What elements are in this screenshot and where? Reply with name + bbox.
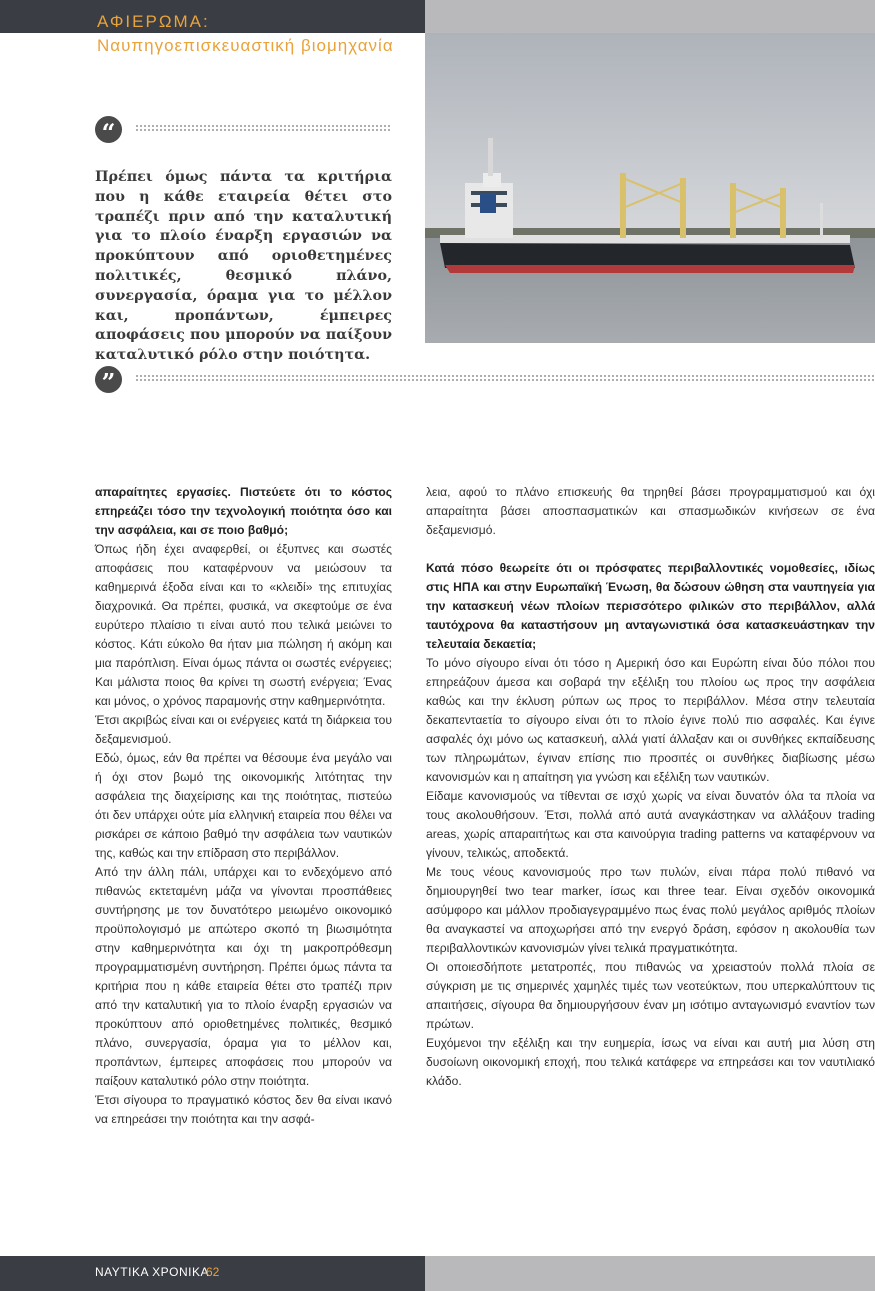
- quote-open-icon: “: [95, 116, 122, 143]
- paragraph: Με τους νέους κανονισμούς προ των πυλών, είναι πάρα πολύ πιθανό να δημιουργηθεί two tear marker, ίσως και three tear. Είναι σχεδόν οικονομικά ασύμφορο και μάλλον προδιαγεγραμμένο πως ένας πολύ μεγάλος αριθμός πλοίων θα αναγκαστεί να αποχωρήσει από την ενεργό δράση, εφόσον η ακολουθία των περιβαλλοντικών κανονισμών γίνει τελικά πραγματικότητα.: [426, 865, 875, 955]
- dotted-divider-top: [135, 124, 391, 132]
- paragraph: Οι οποιεσδήποτε μετατροπές, που πιθανώς να χρειαστούν πολλά πλοία σε σύγκριση με τις σημερινές χαμηλές τιμές των νεοτεύκτων, που υπερκαλύπτουν τις απαιτήσεις, σίγουρα θα δημιουργήσουν έναν μη ισότιμο ανταγωνισμό εναντίον των πρώτων.: [426, 960, 875, 1031]
- header-gray-band: [425, 0, 875, 33]
- footer-gray-band: [425, 1256, 875, 1291]
- article-column-right: [426, 483, 875, 1091]
- paragraph: Έτσι σίγουρα το πραγματικό κόστος δεν θα είναι ικανό να επηρεάσει την ποιότητα και την ασφά-: [95, 1093, 392, 1126]
- pull-quote: Πρέπει όμως πάντα τα κριτήρια που η κάθε εταιρεία θέτει στο τραπέζι πριν από την καταλυτική για το πλοίο έναρξη εργασιών να προκύπτουν από οριοθετημένες πολιτικές, θεσμικό πλάνο, συνεργασία, όραμα για το μέλλον και, προπάντων, έμπειρες αποφάσεις που μπορούν να παίξουν καταλυτικό ρόλο στην ποιότητα.: [95, 169, 392, 364]
- paragraph: Ευχόμενοι την εξέλιξη και την ευημερία, ίσως να είναι και αυτή μια λύση στη δυσοίωνη οικονομική εποχή, που τελικά κατάφερε να επηρεάσει και τον ναυτιλιακό κλάδο.: [426, 1036, 875, 1088]
- paragraph: Το μόνο σίγουρο είναι ότι τόσο η Αμερική όσο και Ευρώπη είναι δύο πόλοι που επηρεάζουν άμεσα και σοβαρά την εξέλιξη του πλοίου ως προς την ασφάλεια καθώς και την έκλυση ρύπων ως προς το περιβάλλον. Μέσα στην τελευταία δεκαπενταετία το σίγουρο είναι ότι το πλοίο έγινε πολύ πιο ασφαλές. Και έγινε ασφαλές όχι μόνο ως κατασκευή, αλλά γιατί άλλαξαν και οι συνθήκες εκπαίδευσης των πληρωμάτων, έγιναν επίσης πιο προσιτές οι συνθήκες διαβίωσης μέσω κανονισμών και η απαίτηση για γνώση και εξέλιξη των ναυτικών.: [426, 656, 875, 784]
- header-bar: [0, 0, 425, 33]
- paragraph-gap: [426, 540, 875, 559]
- page-number: 62: [206, 1265, 220, 1279]
- interview-question: Κατά πόσο θεωρείτε ότι οι πρόσφατες περιβαλλοντικές νομοθεσίες, ιδίως στις ΗΠΑ και στην Ευρωπαϊκή Ένωση, θα δώσουν ώθηση στα ναυπηγεία για την κατασκευή νέων πλοίων περισσότερο φιλικών στο περιβάλλον, αλλά ταυτόχρονα θα καταστήσουν μη ανταγωνιστικά όσα κατασκευάστηκαν την τελευταία δεκαετία;: [426, 561, 875, 651]
- paragraph: Εδώ, όμως, εάν θα πρέπει να θέσουμε ένα μεγάλο ναι ή όχι στον βωμό της οικονομικής λιτότητας την ασφάλεια της διαχείρισης και της ποιότητας, πιστεύω ότι δεν υπάρχει ούτε μία ελληνική εταιρεία που θέλει να ρισκάρει σε κάποιο βαθμό την ασφάλεια των ναυτικών της, καθώς και την επίδραση στο περιβάλλον.: [95, 751, 392, 860]
- section-title: ΑΦΙΕΡΩΜΑ:: [97, 12, 210, 31]
- footer-magazine-name: ΝΑΥΤΙΚΑ ΧΡΟΝΙΚΑ: [95, 1265, 209, 1279]
- paragraph: Από την άλλη πάλι, υπάρχει και το ενδεχόμενο από πιθανώς εκτεταμένη μάζα να γίνονται προσπάθειες συντήρησης με τον δυνατότερο μειωμένο οικονομικό προϋπολογισμό με απώτερο σκοπό τη βιωσιμότητα στην καθημερινότητα και όχι τη μακροπρόθεσμη προγραμματισμένη συντήρηση. Πρέπει όμως πάντα τα κριτήρια που η κάθε εταιρεία θέτει στο τραπέζι πριν από την καταλυτική για το πλοίο έναρξη εργασιών να προκύπτουν από οριοθετημένες πολιτικές, θεσμικό πλάνο, συνεργασία, όραμα για το μέλλον και, προπάντων, έμπειρες αποφάσεις που μπορούν να παίξουν καταλυτικό ρόλο στην ποιότητα.: [95, 865, 392, 1088]
- quote-close-icon: ”: [95, 366, 122, 393]
- dotted-divider-bottom: [135, 374, 875, 382]
- ship-photo: [425, 33, 875, 343]
- paragraph: Έτσι ακριβώς είναι και οι ενέργειες κατά τη διάρκεια του δεξαμενισμού.: [95, 713, 392, 746]
- paragraph: Όπως ήδη έχει αναφερθεί, οι έξυπνες και σωστές αποφάσεις που καταφέρνουν να μειώσουν τα καθημερινά έξοδα είναι και το «κλειδί» της επιτυχίας διαχρονικά. Θα πρέπει, φυσικά, να σκεφτούμε σε ένα ευρύτερο πλαίσιο τι είναι αυτό που τελικά μειώνει το κόστος. Κάτι εύκολο θα ήταν μια πώληση ή ακόμη και μια παρόπλιση. Είναι όμως πάντα οι σωστές ενέργειες; Και μάλιστα ποιος θα κρίνει τη σωστή ενέργεια; Ένας και μόνος, ο χρόνος παραμονής στην καθημερινότητα.: [95, 542, 392, 708]
- interview-question: απαραίτητες εργασίες. Πιστεύετε ότι το κόστος επηρεάζει τόσο την τεχνολογική ποιότητα όσο και την ασφάλεια, και σε ποιο βαθμό;: [95, 485, 392, 537]
- paragraph: Είδαμε κανονισμούς να τίθενται σε ισχύ χωρίς να είναι δυνατόν όλα τα πλοία να τους ακολουθήσουν. Έτσι, πολλά από αυτά αναγκάστηκαν να αλλάξουν trading areas, χωρίς απαραιτήτως και στα καινούργια trading patterns να καταφέρνουν να γίνουν, τελικώς, αποδεκτά.: [426, 789, 875, 860]
- article-column-left: [95, 483, 392, 1129]
- section-subtitle: Ναυπηγοεπισκευαστική βιομηχανία: [97, 36, 394, 55]
- paragraph: λεια, αφού το πλάνο επισκευής θα τηρηθεί βάσει προγραμματισμού και όχι απαραίτητα βάσει αποσπασματικών και σπασμωδικών κινήσεων σε ένα δεξαμενισμό.: [426, 485, 875, 537]
